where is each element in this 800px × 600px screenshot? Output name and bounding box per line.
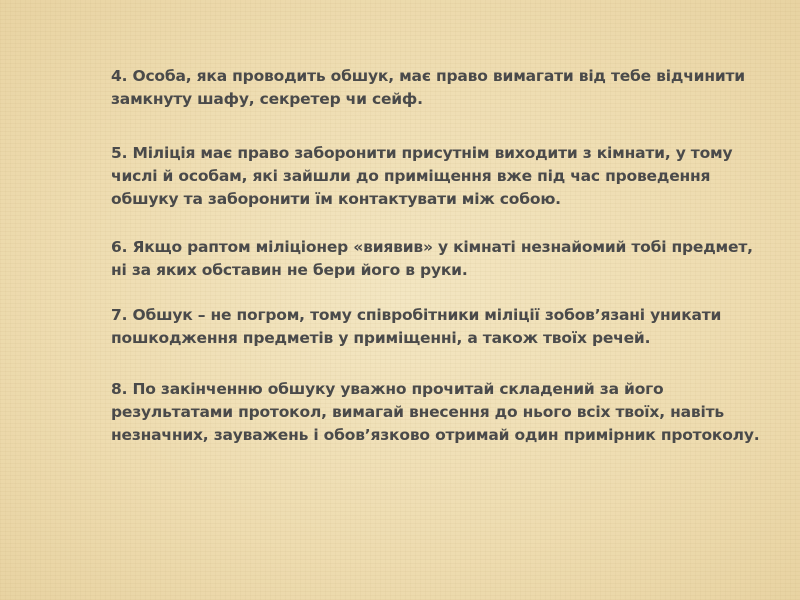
paragraph-6: 6. Якщо раптом міліціонер «виявив» у кімнаті незнайомий тобі предмет, ні за яких обставин не бери його в руки. [111,238,753,279]
paragraph-7: 7. Обшук – не погром, тому співробітники міліції зобов’язані уникати пошкодження предметів у приміщенні, а також твоїх речей. [111,306,722,347]
paragraph-4: 4. Особа, яка проводить обшук, має право вимагати від тебе відчинити замкнуту шафу, секретер чи сейф. [111,67,745,108]
paragraph-5: 5. Міліція має право заборонити присутнім виходити з кімнати, у тому числі й особам, які зайшли до приміщення вже під час проведення обшуку та заборонити їм контактувати між собою. [111,144,733,208]
paragraph-8: 8. По закінченню обшуку уважно прочитай складений за його результатами протокол, вимагай внесення до нього всіх твоїх, навіть незначних, зауважень і обов’язково отримай один примірник протоколу. [111,380,760,444]
